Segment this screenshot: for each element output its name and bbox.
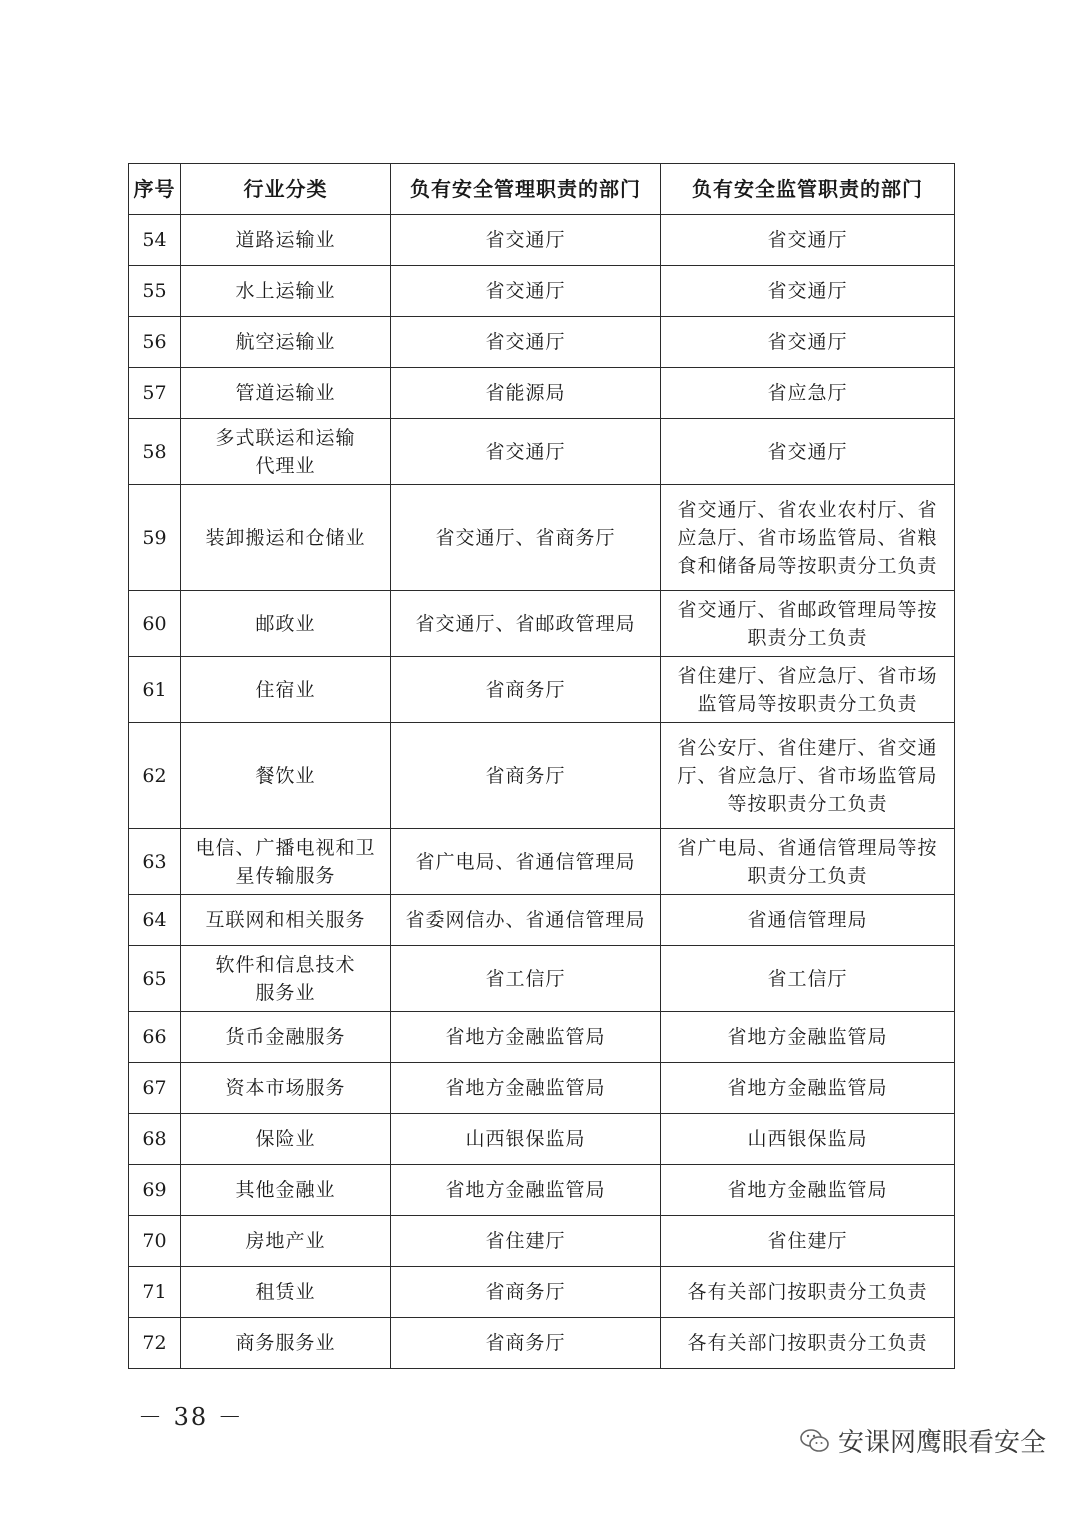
cell-supervision-department [661, 368, 955, 419]
line-text: 房地产业 [245, 1230, 326, 1252]
line-text: 省地方金融监管局 [727, 1179, 888, 1201]
cell-supervision-department [661, 723, 955, 829]
cell-serial-number [129, 1216, 181, 1267]
line-text: 货币金融服务 [225, 1026, 346, 1048]
line-text: 省能源局 [485, 382, 566, 404]
line-text: 省住建厅 [767, 1230, 848, 1252]
cell-industry-category [181, 1114, 391, 1165]
cell-serial-number [129, 1267, 181, 1318]
watermark-text: 安课网鹰眼看安全 [838, 1428, 1047, 1458]
cell-supervision-department [661, 829, 955, 895]
cell-serial-number [129, 1165, 181, 1216]
cell-serial-number [129, 723, 181, 829]
cell-management-department [391, 1012, 661, 1063]
line-text: 其他金融业 [235, 1179, 336, 1201]
cell-supervision-department [661, 591, 955, 657]
cell-serial-number [129, 368, 181, 419]
table-row [129, 419, 955, 485]
cell-industry-category [181, 1165, 391, 1216]
line-text: 山西银保监局 [465, 1128, 586, 1150]
line-text: 省商务厅 [485, 764, 566, 787]
line-text: 住宿业 [255, 678, 316, 701]
line-text: 邮政业 [255, 612, 316, 635]
line-text: 电信、广播电视和卫 [195, 836, 376, 859]
line-text: 61 [142, 678, 167, 701]
cell-management-department [391, 1165, 661, 1216]
cell-serial-number [129, 419, 181, 485]
cell-management-department [391, 1318, 661, 1369]
line-text: 68 [142, 1128, 167, 1150]
table-row [129, 1318, 955, 1369]
line-text: 省工信厅 [485, 967, 566, 990]
cell-management-department [391, 215, 661, 266]
cell-supervision-department [661, 1165, 955, 1216]
cell-management-department [391, 723, 661, 829]
line-text: 省住建厅 [485, 1230, 566, 1252]
cell-industry-category [181, 895, 391, 946]
cell-industry-category [181, 1063, 391, 1114]
line-text: 省商务厅 [485, 1281, 566, 1303]
line-text: 装卸搬运和仓储业 [205, 526, 366, 549]
cell-supervision-department [661, 946, 955, 1012]
cell-industry-category [181, 657, 391, 723]
line-text: 航空运输业 [235, 331, 336, 353]
table-row [129, 1012, 955, 1063]
line-text: 省交通厅 [485, 280, 566, 302]
cell-management-department [391, 1114, 661, 1165]
line-text: 监管局等按职责分工负责 [697, 692, 918, 715]
line-text: 道路运输业 [235, 229, 336, 251]
line-text: 应急厅、省市场监管局、省粮 [677, 526, 938, 549]
cell-management-department [391, 266, 661, 317]
line-text: 65 [142, 967, 167, 990]
line-text: 省交通厅 [485, 229, 566, 251]
line-text: 省住建厅、省应急厅、省市场 [677, 664, 938, 687]
cell-supervision-department [661, 1114, 955, 1165]
cell-management-department [391, 829, 661, 895]
cell-industry-category [181, 591, 391, 657]
cell-serial-number [129, 1318, 181, 1369]
watermark [800, 1422, 1046, 1459]
line-text: 省地方金融监管局 [727, 1026, 888, 1048]
table-row [129, 657, 955, 723]
line-text: 省交通厅 [767, 331, 848, 353]
cell-serial-number [129, 1114, 181, 1165]
cell-supervision-department [661, 1267, 955, 1318]
cell-serial-number [129, 485, 181, 591]
cell-management-department [391, 485, 661, 591]
line-text: 省委网信办、省通信管理局 [405, 909, 646, 931]
line-text: 66 [142, 1026, 167, 1048]
line-text: 职责分工负责 [747, 626, 868, 649]
line-text: 72 [142, 1332, 167, 1354]
line-text: 57 [142, 382, 167, 404]
line-text: 59 [142, 526, 167, 549]
line-text: 厅、省应急厅、省市场监管局 [677, 764, 938, 787]
line-text: 63 [142, 850, 167, 873]
cell-serial-number [129, 895, 181, 946]
cell-management-department [391, 946, 661, 1012]
table-row [129, 723, 955, 829]
cell-industry-category [181, 1012, 391, 1063]
cell-serial-number [129, 946, 181, 1012]
line-text: 山西银保监局 [747, 1128, 868, 1150]
cell-industry-category [181, 485, 391, 591]
cell-management-department [391, 1063, 661, 1114]
cell-serial-number [129, 1012, 181, 1063]
line-text: 省应急厅 [767, 382, 848, 404]
cell-supervision-department [661, 1318, 955, 1369]
line-text: 食和储备局等按职责分工负责 [677, 554, 938, 577]
cell-serial-number [129, 215, 181, 266]
table-row [129, 1063, 955, 1114]
cell-supervision-department [661, 657, 955, 723]
line-text: 58 [142, 440, 167, 463]
cell-serial-number [129, 657, 181, 723]
table-row [129, 485, 955, 591]
line-text: 省广电局、省通信管理局 [415, 850, 636, 873]
cell-supervision-department [661, 1216, 955, 1267]
table-row [129, 895, 955, 946]
table-header-row [129, 164, 955, 215]
line-text: 水上运输业 [235, 280, 336, 302]
line-text: 70 [142, 1230, 167, 1252]
line-text: 管道运输业 [235, 382, 336, 404]
cell-supervision-department [661, 215, 955, 266]
line-text: 互联网和相关服务 [205, 909, 366, 931]
line-text: 省地方金融监管局 [445, 1026, 606, 1048]
cell-serial-number [129, 266, 181, 317]
cell-industry-category [181, 368, 391, 419]
table-row [129, 1267, 955, 1318]
cell-serial-number [129, 1063, 181, 1114]
line-text: 69 [142, 1179, 167, 1201]
line-text: 55 [142, 280, 167, 302]
cell-industry-category [181, 723, 391, 829]
table-body [129, 215, 955, 1369]
cell-industry-category [181, 419, 391, 485]
cell-industry-category [181, 829, 391, 895]
cell-serial-number [129, 829, 181, 895]
line-text: 省地方金融监管局 [445, 1179, 606, 1201]
table-row [129, 1114, 955, 1165]
line-text: 省交通厅 [767, 280, 848, 302]
cell-supervision-department [661, 419, 955, 485]
line-text: 软件和信息技术 [215, 953, 356, 976]
line-text: 54 [142, 229, 167, 251]
cell-management-department [391, 368, 661, 419]
line-text: 省交通厅 [767, 229, 848, 251]
cell-supervision-department [661, 317, 955, 368]
cell-supervision-department [661, 485, 955, 591]
header-serial-number: 序号 [129, 164, 181, 215]
table-row [129, 1216, 955, 1267]
cell-serial-number [129, 591, 181, 657]
line-text: 省商务厅 [485, 1332, 566, 1354]
cell-industry-category [181, 1267, 391, 1318]
line-text: 省交通厅、省农业农村厅、省 [677, 498, 938, 521]
line-text: 省公安厅、省住建厅、省交通 [677, 736, 938, 759]
page-number: － 38 － [138, 1403, 244, 1431]
cell-industry-category [181, 1318, 391, 1369]
line-text: 职责分工负责 [747, 864, 868, 887]
line-text: 省地方金融监管局 [445, 1077, 606, 1099]
cell-management-department [391, 1216, 661, 1267]
table-row [129, 591, 955, 657]
line-text: 各有关部门按职责分工负责 [687, 1281, 928, 1303]
line-text: 60 [142, 612, 167, 635]
cell-industry-category [181, 1216, 391, 1267]
line-text: 省通信管理局 [747, 909, 868, 931]
line-text: 64 [142, 909, 167, 931]
cell-industry-category [181, 317, 391, 368]
table-row [129, 829, 955, 895]
cell-supervision-department [661, 895, 955, 946]
table-row [129, 266, 955, 317]
line-text: 省交通厅 [485, 440, 566, 463]
line-text: 服务业 [255, 981, 316, 1004]
table-row [129, 946, 955, 1012]
cell-management-department [391, 657, 661, 723]
cell-serial-number [129, 317, 181, 368]
cell-management-department [391, 1267, 661, 1318]
wechat-icon [800, 1428, 830, 1454]
cell-supervision-department [661, 1063, 955, 1114]
header-supervision-department: 负有安全监管职责的部门 [661, 164, 955, 215]
line-text: 省地方金融监管局 [727, 1077, 888, 1099]
cell-management-department [391, 591, 661, 657]
line-text: 保险业 [255, 1128, 316, 1150]
cell-industry-category [181, 215, 391, 266]
line-text: 各有关部门按职责分工负责 [687, 1332, 928, 1354]
table-row [129, 1165, 955, 1216]
line-text: 商务服务业 [235, 1332, 336, 1354]
line-text: 71 [142, 1281, 167, 1303]
line-text: 67 [142, 1077, 167, 1099]
table-row [129, 368, 955, 419]
line-text: 省交通厅、省邮政管理局等按 [677, 598, 938, 621]
line-text: 省交通厅 [485, 331, 566, 353]
header-management-department: 负有安全管理职责的部门 [391, 164, 661, 215]
cell-management-department [391, 317, 661, 368]
table-row [129, 215, 955, 266]
line-text: 56 [142, 331, 167, 353]
line-text: 省交通厅 [767, 440, 848, 463]
cell-supervision-department [661, 266, 955, 317]
line-text: 省广电局、省通信管理局等按 [677, 836, 938, 859]
cell-management-department [391, 895, 661, 946]
cell-management-department [391, 419, 661, 485]
line-text: 省工信厅 [767, 967, 848, 990]
line-text: 多式联运和运输 [215, 426, 356, 449]
line-text: 资本市场服务 [225, 1077, 346, 1099]
line-text: 省商务厅 [485, 678, 566, 701]
line-text: 等按职责分工负责 [727, 792, 888, 815]
cell-supervision-department [661, 1012, 955, 1063]
department-duty-table [128, 163, 955, 1369]
line-text: 代理业 [255, 454, 316, 477]
cell-industry-category [181, 946, 391, 1012]
line-text: 省交通厅、省商务厅 [435, 526, 616, 549]
line-text: 租赁业 [255, 1281, 316, 1303]
table-row [129, 317, 955, 368]
line-text: 餐饮业 [255, 764, 316, 787]
header-industry-category: 行业分类 [181, 164, 391, 215]
line-text: 星传输服务 [235, 864, 336, 887]
line-text: 省交通厅、省邮政管理局 [415, 612, 636, 635]
line-text: 62 [142, 764, 167, 787]
cell-industry-category [181, 266, 391, 317]
